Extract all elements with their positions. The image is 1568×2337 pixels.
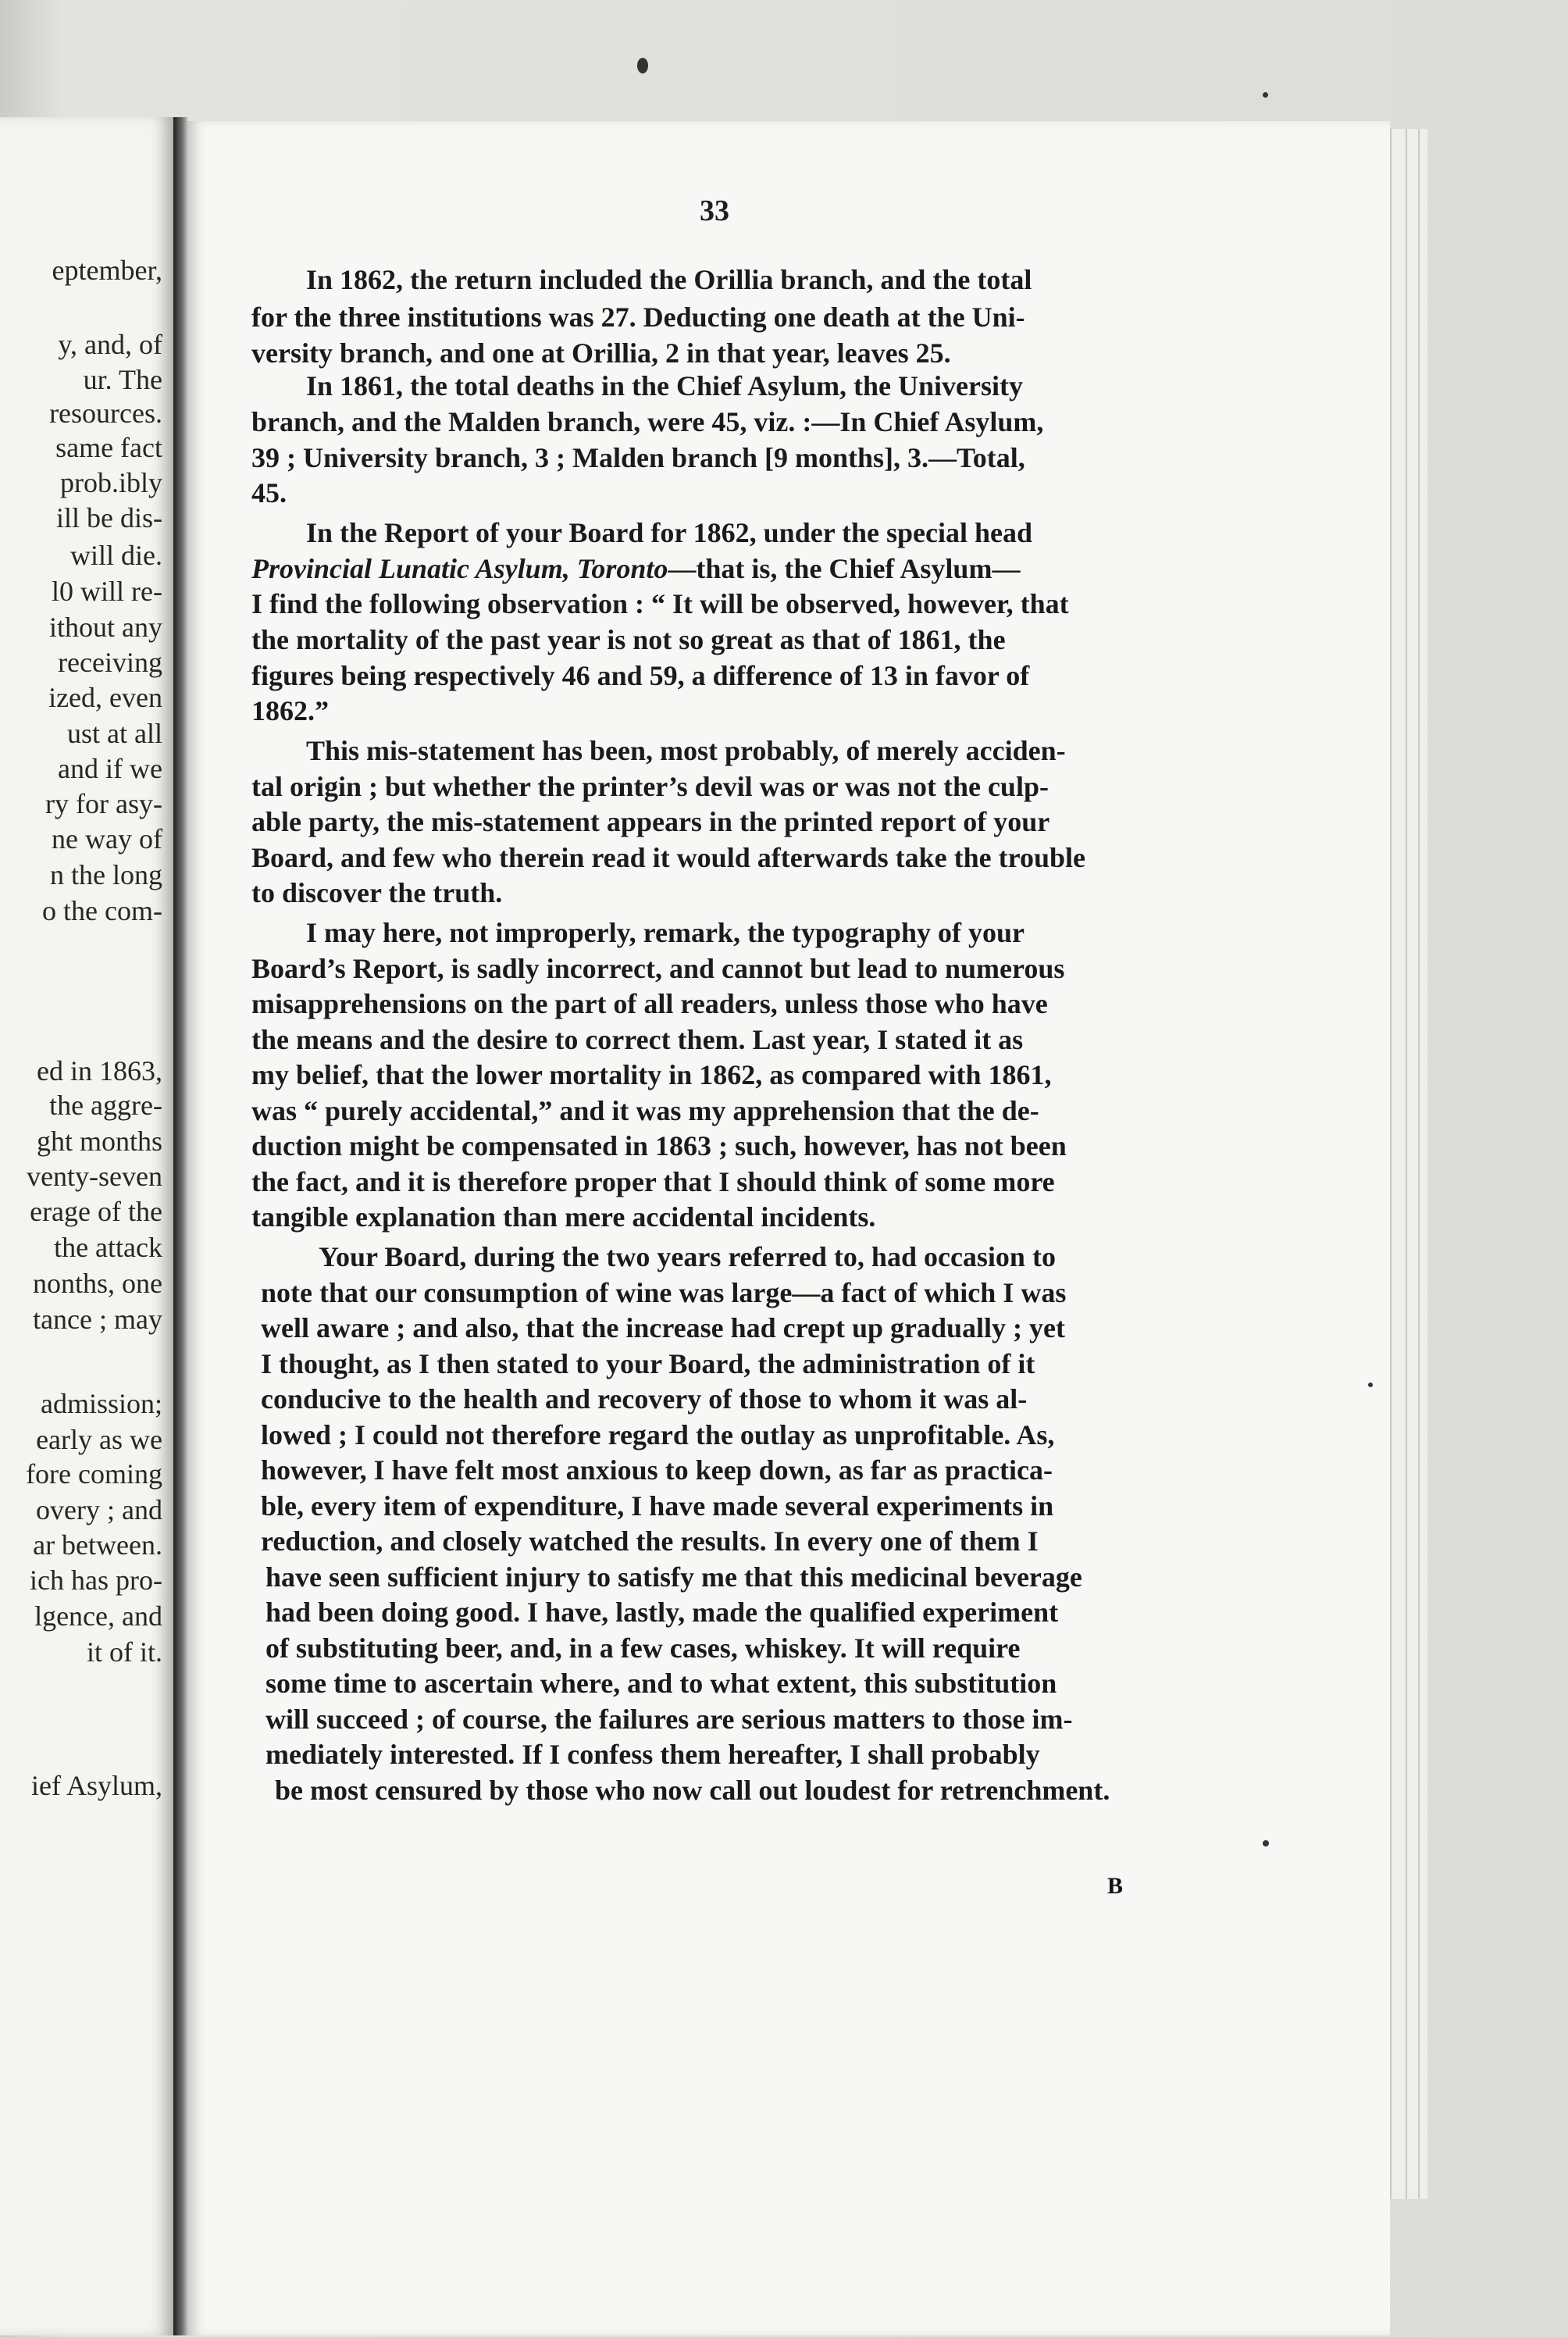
body-text-line: This mis-statement has been, most probably, of merely acciden- [306, 735, 1066, 766]
left-page-line: and if we [58, 753, 162, 784]
dust-speck [1263, 1840, 1269, 1846]
left-page-line: n the long [50, 859, 162, 890]
body-text-line: ble, every item of expenditure, I have made several experiments in [261, 1490, 1054, 1522]
left-page-line: eptember, [52, 255, 162, 286]
body-text-line: tangible explanation than mere accidental incidents. [251, 1201, 876, 1233]
left-page-line: it of it. [87, 1636, 162, 1668]
body-text-line: tal origin ; but whether the printer’s devil was or was not the culp- [251, 771, 1049, 802]
left-page-line: ized, even [48, 682, 162, 713]
page-number: 33 [700, 194, 729, 227]
body-text-line: 45. [251, 477, 287, 508]
left-page-line: tance ; may [33, 1304, 162, 1335]
left-page-line: admission; [40, 1388, 162, 1419]
line-text: —that is, the Chief Asylum— [668, 553, 1021, 584]
body-text-line: figures being respectively 46 and 59, a difference of 13 in favor of [251, 660, 1030, 691]
previous-page-fragment [0, 117, 173, 2335]
body-text-line: I may here, not improperly, remark, the typography of your [306, 917, 1025, 948]
left-page-line: ne way of [52, 823, 162, 855]
body-text-line: 1862.” [251, 695, 329, 726]
body-text-line: to discover the truth. [251, 877, 503, 908]
left-page-line: o the com- [42, 895, 162, 926]
signature-mark: B [1107, 1873, 1124, 1899]
body-text-line: In 1861, the total deaths in the Chief Asylum, the University [306, 370, 1024, 401]
body-text-line: however, I have felt most anxious to keep down, as far as practica- [261, 1454, 1053, 1486]
body-text-line: branch, and the Malden branch, were 45, viz. :—In Chief Asylum, [251, 406, 1044, 437]
left-page-line: the attack [54, 1232, 162, 1263]
italic-heading-text: Provincial Lunatic Asylum, Toronto [251, 553, 668, 584]
body-text-line: well aware ; and also, that the increase had crept up gradually ; yet [261, 1312, 1065, 1343]
body-text-line: I find the following observation : “ It will be observed, however, that [251, 588, 1069, 619]
left-page-line: venty-seven [27, 1161, 162, 1192]
left-page-line: ur. The [83, 364, 162, 395]
body-text-line: In the Report of your Board for 1862, under the special head [306, 517, 1033, 548]
left-page-line: early as we [36, 1424, 162, 1455]
body-text-line: Board’s Report, is sadly incorrect, and cannot but lead to numerous [251, 953, 1065, 984]
body-text-line: Board, and few who therein read it would afterwards take the trouble [251, 842, 1085, 873]
dust-speck [637, 58, 648, 73]
left-page-line: nonths, one [33, 1268, 162, 1299]
body-text-line: the means and the desire to correct them. Last year, I stated it as [251, 1024, 1024, 1055]
page-edge [1406, 129, 1418, 2199]
left-page-line: y, and, of [58, 329, 162, 360]
body-text-line: versity branch, and one at Orillia, 2 in that year, leaves 25. [251, 337, 951, 369]
body-text-line: duction might be compensated in 1863 ; such, however, has not been [251, 1130, 1067, 1161]
page-edge [1418, 129, 1427, 2199]
left-page-line: ief Asylum, [31, 1770, 162, 1801]
body-text-line: I thought, as I then stated to your Board, the administration of it [261, 1348, 1035, 1379]
left-page-line: resources. [49, 398, 162, 429]
page-edge [1390, 129, 1406, 2199]
left-page-line: overy ; and [36, 1494, 162, 1525]
body-text-line: will succeed ; of course, the failures are serious matters to those im- [265, 1704, 1073, 1735]
body-text-line: conducive to the health and recovery of those to whom it was al- [261, 1383, 1028, 1415]
body-text-line: for the three institutions was 27. Deducting one death at the Uni- [251, 301, 1025, 333]
left-page-line: erage of the [30, 1196, 162, 1227]
left-page-line: fore coming [26, 1458, 162, 1490]
body-text-line: 39 ; University branch, 3 ; Malden branch [9 months], 3.—Total, [251, 442, 1025, 473]
body-text-line: some time to ascertain where, and to what extent, this substitution [265, 1668, 1057, 1699]
body-text-line: had been doing good. I have, lastly, made the qualified experiment [265, 1597, 1059, 1628]
dust-speck [1263, 92, 1268, 98]
body-text-line: note that our consumption of wine was large—a fact of which I was [261, 1277, 1067, 1308]
left-page-line: ght months [36, 1126, 162, 1157]
body-text-line: misapprehensions on the part of all readers, unless those who have [251, 988, 1048, 1019]
body-text-line: reduction, and closely watched the results. In every one of them I [261, 1525, 1039, 1557]
left-page-line: ithout any [49, 612, 162, 643]
book-gutter [173, 117, 187, 2335]
body-text-line: my belief, that the lower mortality in 1862, as compared with 1861, [251, 1059, 1052, 1090]
left-page-line: the aggre- [49, 1090, 162, 1121]
body-text-line: In 1862, the return included the Orillia branch, and the total [306, 264, 1032, 295]
body-text-line: be most censured by those who now call out loudest for retrenchment. [275, 1775, 1110, 1806]
body-text-line: the fact, and it is therefore proper that I should think of some more [251, 1166, 1055, 1197]
body-text-line: able party, the mis-statement appears in the printed report of your [251, 806, 1050, 837]
left-page-line: ich has pro- [30, 1565, 162, 1596]
body-text-line: Your Board, during the two years referred to, had occasion to [319, 1241, 1056, 1272]
left-page-line: ill be dis- [56, 502, 162, 533]
left-page-line: same fact [55, 432, 162, 463]
body-text-line: the mortality of the past year is not so great as that of 1861, the [251, 624, 1006, 655]
body-text-line: was “ purely accidental,” and it was my apprehension that the de- [251, 1095, 1039, 1126]
left-page-line: lgence, and [34, 1600, 162, 1632]
body-text-line: of substituting beer, and, in a few cases, whiskey. It will require [265, 1632, 1021, 1664]
body-text-line: have seen sufficient injury to satisfy me that this medicinal beverage [265, 1561, 1082, 1593]
left-page-line: will die. [70, 540, 162, 571]
dust-speck [1368, 1383, 1373, 1387]
left-page-line: ry for asy- [45, 788, 162, 819]
left-page-line: ust at all [67, 718, 162, 749]
left-page-line: prob.ibly [60, 467, 162, 498]
left-page-line: ar between. [33, 1529, 162, 1561]
left-page-line: ed in 1863, [37, 1055, 162, 1086]
body-text-line [251, 552, 1020, 585]
left-page-line: receiving [58, 647, 162, 678]
body-text-line: lowed ; I could not therefore regard the outlay as unprofitable. As, [261, 1419, 1055, 1450]
left-page-line: l0 will re- [52, 576, 162, 607]
body-text-line: mediately interested. If I confess them hereafter, I shall probably [265, 1739, 1040, 1770]
